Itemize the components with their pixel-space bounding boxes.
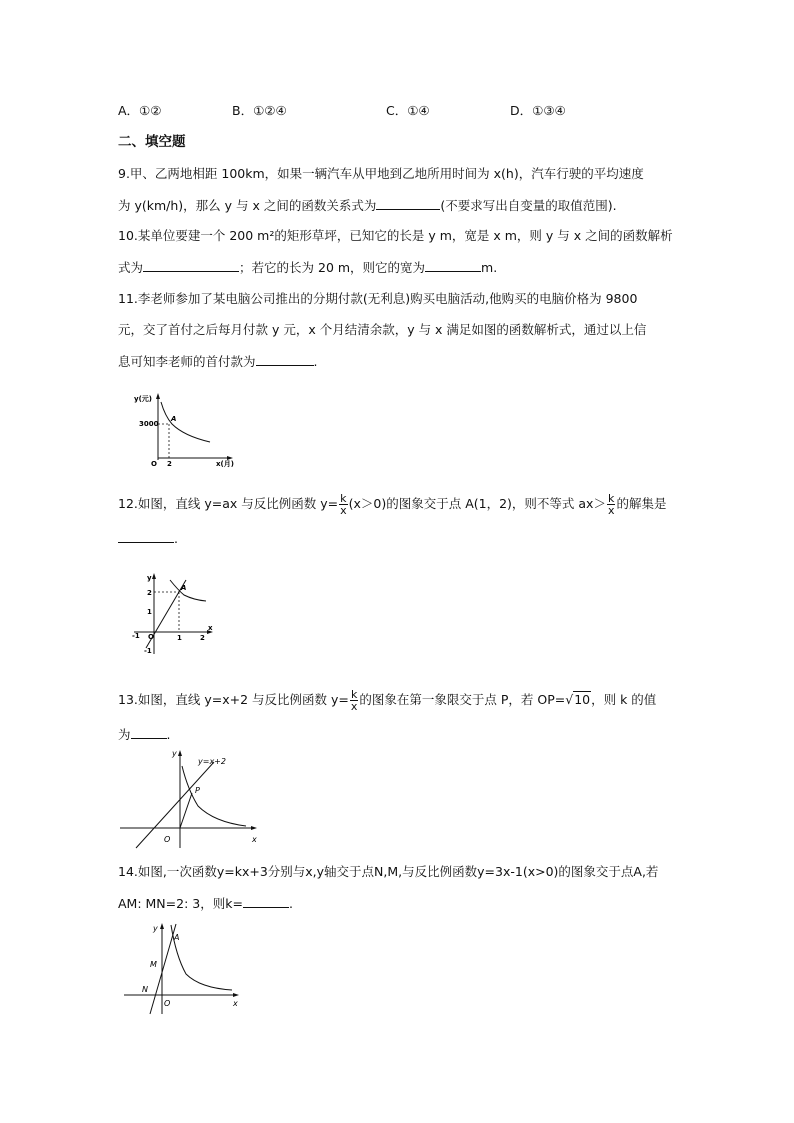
figure-q14-graph — [120, 920, 244, 1016]
fig12-tick-y2: 2 — [147, 589, 152, 597]
fig11-curve — [161, 402, 210, 442]
fig13-point-p: P — [195, 786, 200, 795]
q12-fraction-2 — [607, 493, 616, 516]
figure-q11-graph — [134, 390, 238, 468]
fig14-y-label: y — [153, 924, 158, 933]
fig11-origin: O — [151, 460, 157, 468]
q11-line2: 元，交了首付之后每月付款 y 元，x 个月结清余款，y 与 x 满足如图的函数解析式，通过以上信 — [118, 322, 647, 337]
q12-part3: 的解集是 — [616, 496, 667, 511]
q10-answer-blank-2[interactable] — [425, 257, 481, 272]
q13-line2 — [118, 724, 171, 745]
fig12-tick-x2: 2 — [200, 634, 205, 642]
q9-line2-a: 为 y(km/h)，那么 y 与 x 之间的函数关系式为 — [118, 198, 377, 213]
fig14-point-n: N — [142, 985, 148, 994]
q9-line1: 9.甲、乙两地相距 100km，如果一辆汽车从甲地到乙地所用时间为 x(h)，汽车行驶的平均速度 — [118, 166, 644, 181]
fig14-x-label: x — [233, 999, 238, 1008]
figure-q12-graph — [128, 568, 220, 660]
q13-part3: ，则 k 的值 — [591, 692, 657, 707]
option-b: B．①②④ — [232, 103, 287, 118]
fig13-origin: O — [164, 835, 171, 844]
q13-part2: 的图象在第一象限交于点 P，若 OP= — [359, 692, 566, 707]
q12-answer-blank[interactable] — [118, 528, 174, 543]
q12-frac1-den: x — [340, 504, 347, 517]
q13-sqrt: √10 — [565, 692, 591, 707]
figure-q13-graph — [118, 746, 262, 850]
option-d: D．①③④ — [510, 103, 566, 118]
fig11-y-tick: 3000 — [139, 420, 159, 428]
q14-line2-b: . — [288, 896, 293, 911]
fig12-x-label: x — [208, 624, 213, 632]
q13-part1: 13.如图，直线 y=x+2 与反比例函数 y= — [118, 692, 349, 707]
fig14-line — [150, 924, 176, 1014]
q13-line2-b: . — [166, 727, 171, 742]
q14-line2-a: AM: MN=2: 3，则k= — [118, 896, 243, 911]
q10-answer-blank-1[interactable] — [143, 257, 239, 272]
fig14-point-m: M — [150, 960, 157, 969]
q11-line3 — [118, 351, 318, 372]
q12-frac1-num: k — [340, 492, 347, 505]
fig12-tick-yn1: -1 — [144, 647, 152, 655]
q12-part2: (x＞0)的图象交于点 A(1，2)，则不等式 ax＞ — [348, 496, 606, 511]
q13-answer-blank[interactable] — [131, 724, 167, 739]
section-title: 二、填空题 — [118, 134, 186, 150]
fig12-tick-xn1: -1 — [132, 632, 140, 640]
q13-frac-num: k — [350, 688, 358, 701]
fig13-x-arrow — [251, 826, 257, 830]
fig13-y-arrow — [178, 750, 182, 756]
fig14-x-arrow — [233, 993, 239, 997]
q13-fraction — [350, 689, 359, 712]
option-a: A．①② — [118, 103, 162, 118]
fig13-curve — [182, 766, 246, 826]
q14-line1: 14.如图,一次函数y=kx+3分别与x,y轴交于点N,M,与反比例函数y=3x-1(x>0)的图象交于点A,若 — [118, 864, 659, 879]
q10-line1: 10.某单位要建一个 200 m²的矩形草坪，已知它的长是 y m，宽是 x m，则 y 与 x 之间的函数解析 — [118, 228, 673, 243]
fig14-y-arrow — [160, 923, 164, 929]
q14-line2 — [118, 893, 293, 914]
q11-line1: 11.李老师参加了某电脑公司推出的分期付款(无利息)购买电脑活动,他购买的电脑价格为 9800 — [118, 291, 638, 306]
q11-line3-b: . — [313, 354, 318, 369]
fig11-x-label: x(月) — [216, 460, 234, 468]
q10-line2 — [118, 257, 497, 278]
fig12-tick-x1: 1 — [177, 634, 182, 642]
q12-fraction-1 — [339, 493, 348, 516]
q10-line2-c: m. — [481, 260, 498, 275]
fig13-line — [136, 762, 214, 848]
q9-line2-b: (不要求写出自变量的取值范围). — [440, 198, 617, 213]
q12-frac2-num: k — [608, 492, 615, 505]
q14-answer-blank[interactable] — [243, 893, 289, 908]
fig12-point-a: A — [181, 584, 187, 592]
option-c: C．①④ — [386, 103, 430, 118]
fig14-curve — [171, 925, 232, 990]
fig13-op-segment — [180, 793, 192, 828]
q13-line1 — [118, 689, 656, 712]
q12-part1: 12.如图，直线 y=ax 与反比例函数 y= — [118, 496, 339, 511]
q12-frac2-den: x — [607, 504, 615, 517]
q12-line2 — [118, 528, 178, 549]
q13-frac-den: x — [350, 700, 358, 713]
q12-end: . — [174, 531, 178, 546]
q9-answer-blank[interactable] — [376, 195, 440, 210]
fig12-tick-y1: 1 — [147, 608, 152, 616]
fig11-y-label: y(元) — [134, 395, 152, 403]
q10-line2-a: 式为 — [118, 260, 144, 275]
q9-line2 — [118, 195, 617, 216]
q10-line2-b: ；若它的长为 20 m，则它的宽为 — [239, 260, 426, 275]
fig12-origin: O — [148, 633, 154, 641]
q11-answer-blank[interactable] — [256, 351, 314, 366]
fig14-point-a: A — [174, 933, 180, 942]
q12-line1 — [118, 493, 666, 516]
fig12-y-label: y — [147, 574, 152, 582]
fig11-point-a: A — [171, 415, 177, 423]
fig14-origin: O — [164, 999, 171, 1008]
q13-line2-a: 为 — [118, 727, 131, 742]
fig13-line-label: y=x+2 — [198, 757, 226, 766]
fig13-x-label: x — [252, 835, 257, 844]
fig12-y-arrow — [152, 573, 156, 579]
q13-sqrt-value: 10 — [574, 692, 591, 707]
fig11-y-arrow — [156, 393, 160, 399]
fig11-x-tick: 2 — [167, 460, 172, 468]
q11-line3-a: 息可知李老师的首付款为 — [118, 354, 256, 369]
fig13-y-label: y — [172, 749, 177, 758]
